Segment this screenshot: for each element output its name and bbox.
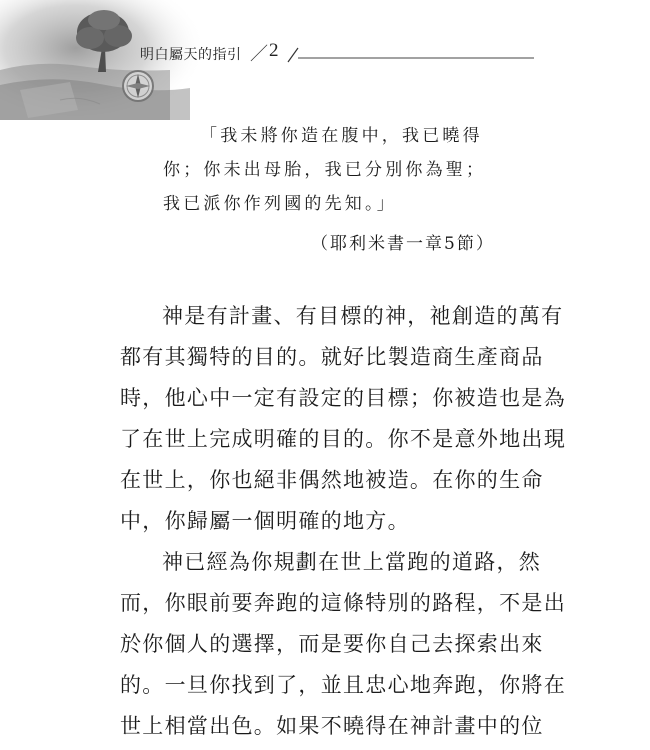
body-line: 時，他心中一定有設定的目標；你被造也是為 [120,386,566,410]
body-line: 神是有計畫、有目標的神，祂創造的萬有 [162,304,564,328]
quote-line: 我已派你作列國的先知。」 [163,194,397,214]
header-separator: ／ [250,44,268,64]
body-line: 中，你歸屬一個明確的地方。 [120,509,410,533]
quote-line: 你；你未出母胎，我已分別你為聖； [163,160,487,180]
body-line: 都有其獨特的目的。就好比製造商生產商品 [120,345,544,369]
page-number: 2 [269,40,279,61]
body-line: 而，你眼前要奔跑的這條特別的路程，不是出 [120,591,566,615]
quote-citation: （耶利米書一章5節） [311,234,495,254]
quote-line: 「我未將你造在腹中，我已曉得 [200,126,483,146]
body-line: 在世上，你也絕非偶然地被造。在你的生命 [120,468,544,492]
header-rule [282,46,534,66]
body-line: 了在世上完成明確的目的。你不是意外地出現 [120,427,566,451]
body-line: 神已經為你規劃在世上當跑的道路，然 [162,550,542,574]
running-header-title: 明白屬天的指引 [140,47,242,63]
body-line: 於你個人的選擇，而是要你自己去探索出來 [120,632,544,656]
body-line: 的。一旦你找到了，並且忠心地奔跑，你將在 [120,673,566,697]
body-line: 世上相當出色。如果不曉得在神計畫中的位 [120,714,544,738]
